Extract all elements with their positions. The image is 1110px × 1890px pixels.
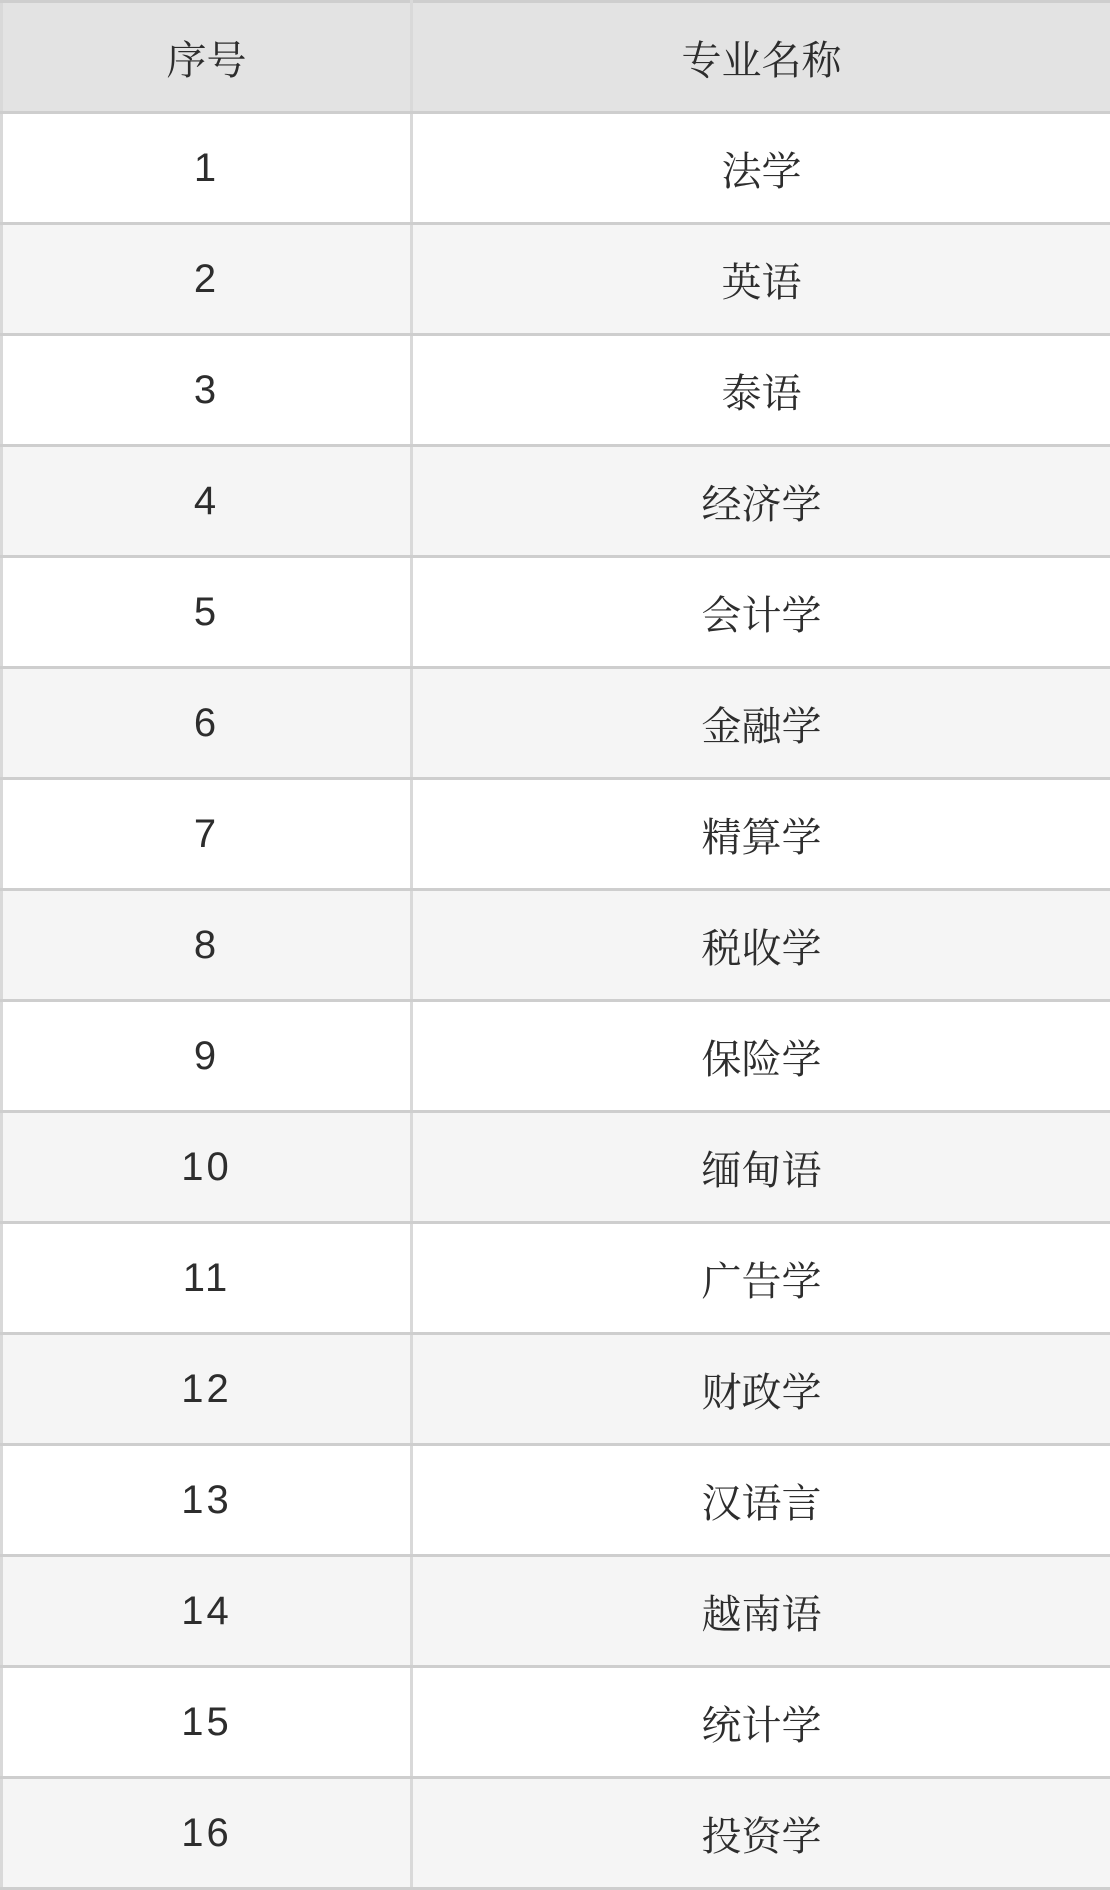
row-index-cell: 11 bbox=[2, 1223, 412, 1334]
row-index-cell: 14 bbox=[2, 1556, 412, 1667]
table-row bbox=[2, 113, 1110, 224]
major-name-cell: 投资学 bbox=[412, 1778, 1110, 1889]
row-index-cell: 12 bbox=[2, 1334, 412, 1445]
row-index-cell: 1 bbox=[2, 113, 412, 224]
column-header-index: 序号 bbox=[2, 2, 412, 113]
table-header bbox=[2, 2, 1110, 113]
row-index-cell: 5 bbox=[2, 557, 412, 668]
row-index-cell: 16 bbox=[2, 1778, 412, 1889]
row-index-cell: 8 bbox=[2, 890, 412, 1001]
table-row bbox=[2, 1778, 1110, 1889]
major-name-cell: 泰语 bbox=[412, 335, 1110, 446]
table-row bbox=[2, 1112, 1110, 1223]
row-index-cell: 3 bbox=[2, 335, 412, 446]
table-row bbox=[2, 224, 1110, 335]
major-name-cell: 精算学 bbox=[412, 779, 1110, 890]
table-row bbox=[2, 1223, 1110, 1334]
table-row bbox=[2, 335, 1110, 446]
major-name-cell: 金融学 bbox=[412, 668, 1110, 779]
major-name-cell: 汉语言 bbox=[412, 1445, 1110, 1556]
major-name-cell: 会计学 bbox=[412, 557, 1110, 668]
major-name-cell: 英语 bbox=[412, 224, 1110, 335]
table-body bbox=[2, 113, 1110, 1889]
major-name-cell: 税收学 bbox=[412, 890, 1110, 1001]
row-index-cell: 13 bbox=[2, 1445, 412, 1556]
row-index-cell: 10 bbox=[2, 1112, 412, 1223]
row-index-cell: 9 bbox=[2, 1001, 412, 1112]
major-name-cell: 法学 bbox=[412, 113, 1110, 224]
row-index-cell: 7 bbox=[2, 779, 412, 890]
row-index-cell: 6 bbox=[2, 668, 412, 779]
table-row bbox=[2, 1001, 1110, 1112]
row-index-cell: 15 bbox=[2, 1667, 412, 1778]
major-name-cell: 缅甸语 bbox=[412, 1112, 1110, 1223]
table-row bbox=[2, 890, 1110, 1001]
table-row bbox=[2, 1334, 1110, 1445]
header-row bbox=[2, 2, 1110, 113]
table-row bbox=[2, 446, 1110, 557]
column-header-major-name: 专业名称 bbox=[412, 2, 1110, 113]
table-row bbox=[2, 1445, 1110, 1556]
major-name-cell: 财政学 bbox=[412, 1334, 1110, 1445]
table-row bbox=[2, 779, 1110, 890]
row-index-cell: 4 bbox=[2, 446, 412, 557]
table-row bbox=[2, 668, 1110, 779]
major-name-cell: 经济学 bbox=[412, 446, 1110, 557]
table-row bbox=[2, 1556, 1110, 1667]
table-row bbox=[2, 557, 1110, 668]
major-name-cell: 广告学 bbox=[412, 1223, 1110, 1334]
major-name-cell: 统计学 bbox=[412, 1667, 1110, 1778]
table-row bbox=[2, 1667, 1110, 1778]
major-name-cell: 越南语 bbox=[412, 1556, 1110, 1667]
row-index-cell: 2 bbox=[2, 224, 412, 335]
major-name-cell: 保险学 bbox=[412, 1001, 1110, 1112]
